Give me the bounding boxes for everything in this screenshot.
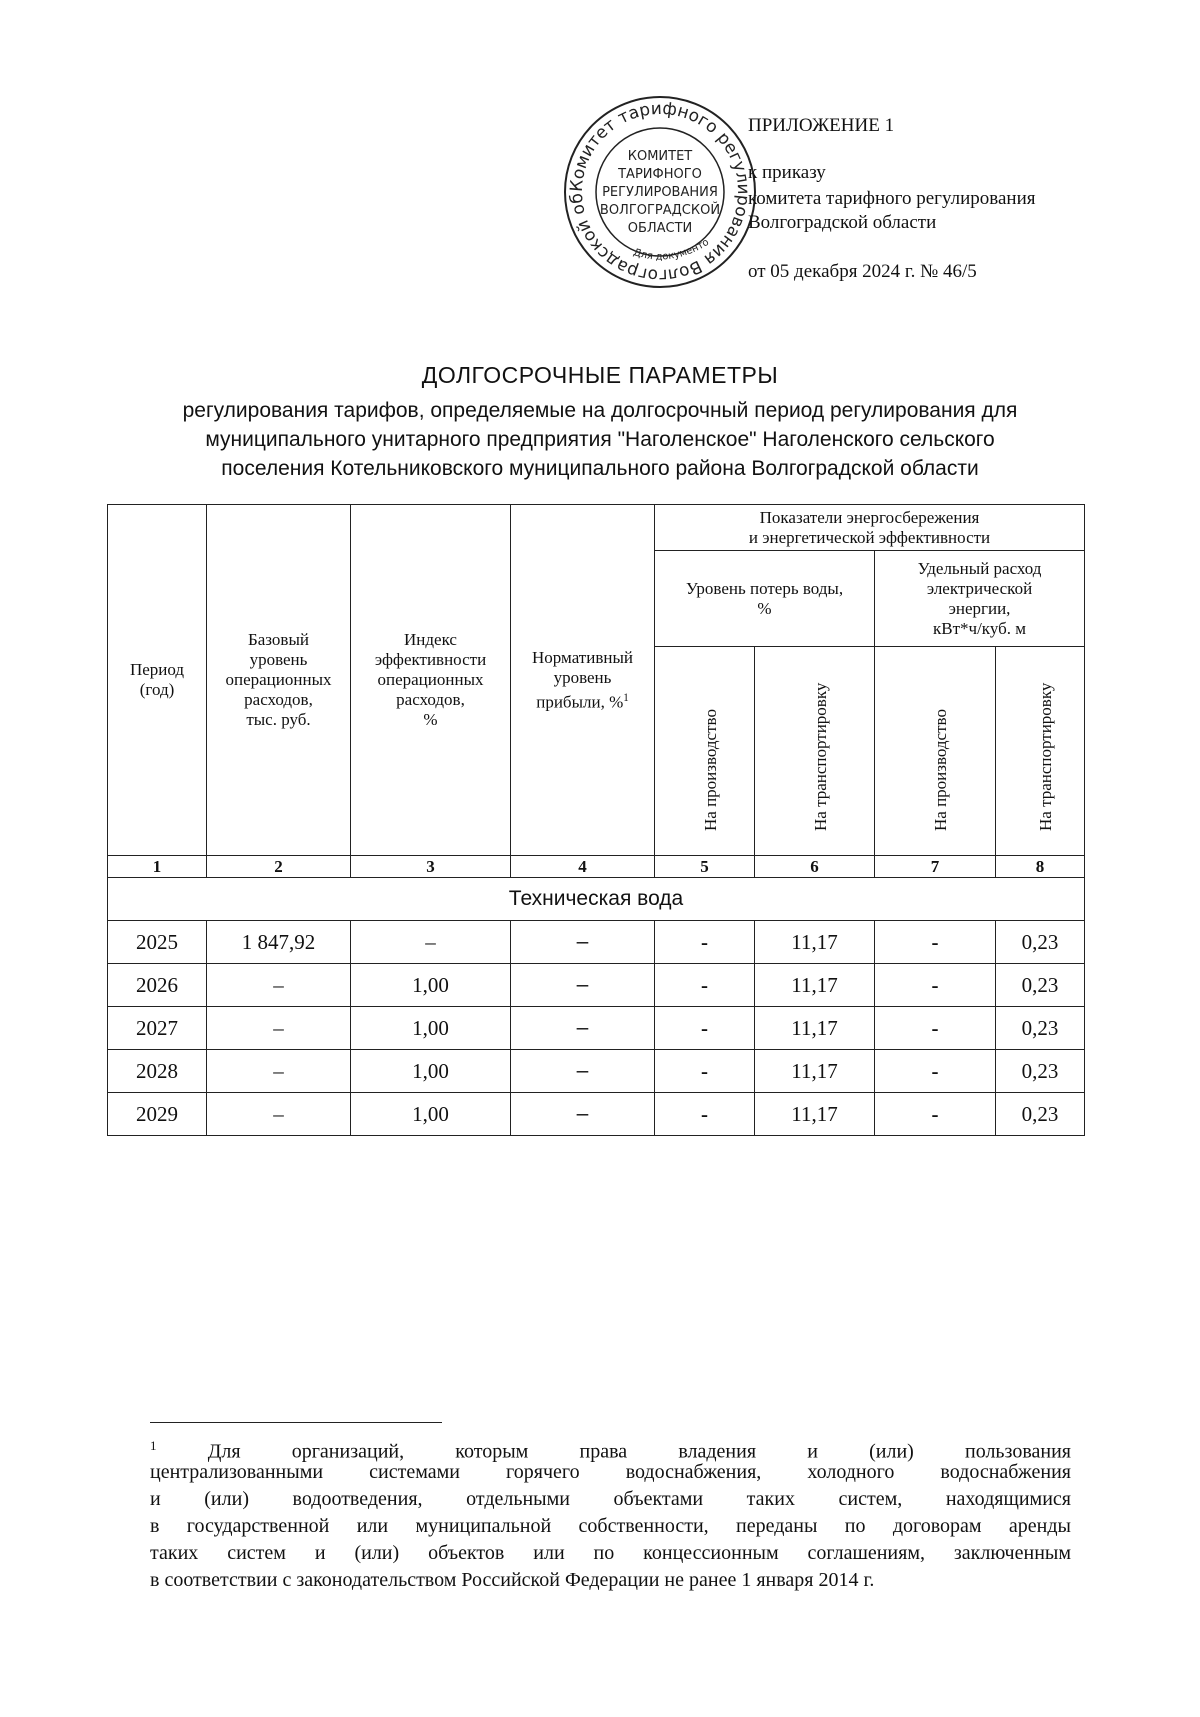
cell-loss-trans: 11,17: [755, 1050, 875, 1093]
cell-year: 2026: [108, 964, 207, 1007]
cell-profit: –: [511, 1093, 655, 1136]
column-number: 5: [655, 856, 755, 878]
footnote-line: в соответствии с законодательством Российской Федерации не ранее 1 января 2014 г.: [150, 1569, 875, 1591]
cell-index: 1,00: [351, 964, 511, 1007]
cell-loss-prod: -: [655, 921, 755, 964]
cell-el-trans: 0,23: [996, 1007, 1085, 1050]
column-numbers-row: [108, 856, 1085, 878]
section-technical-water: Техническая вода: [108, 878, 1085, 921]
table-row: [108, 964, 1085, 1007]
cell-year: 2029: [108, 1093, 207, 1136]
column-number: 1: [108, 856, 207, 878]
cell-index: –: [351, 921, 511, 964]
official-seal: [560, 92, 760, 292]
cell-el-trans: 0,23: [996, 1050, 1085, 1093]
cell-el-prod: -: [875, 1093, 996, 1136]
table-row: [108, 921, 1085, 964]
document-subtitle-line2: муниципального унитарного предприятия "Наголенское" Наголенского сельского: [205, 428, 995, 451]
cell-loss-prod: -: [655, 964, 755, 1007]
header-water-losses: Уровень потерь воды, %: [655, 551, 875, 647]
cell-profit: –: [511, 1007, 655, 1050]
annex-to-order: к приказу: [748, 162, 826, 183]
footnote-line: централизованными системами горячего водоснабжения, холодного водоснабжения: [150, 1461, 1071, 1483]
header-energy-group: Показатели энергосбережения и энергетической эффективности: [655, 505, 1085, 551]
cell-loss-trans: 11,17: [755, 921, 875, 964]
document-subtitle-line1: регулирования тарифов, определяемые на долгосрочный период регулирования для: [182, 399, 1018, 422]
header-period: Период (год): [108, 505, 207, 856]
column-number: 6: [755, 856, 875, 878]
footnote-line: в государственной или муниципальной собственности, переданы по договорам аренды: [150, 1515, 1071, 1537]
column-number: 8: [996, 856, 1085, 878]
cell-profit: –: [511, 1050, 655, 1093]
cell-el-prod: -: [875, 1007, 996, 1050]
cell-year: 2027: [108, 1007, 207, 1050]
header-loss-transport: На транспортировку: [755, 647, 875, 856]
cell-el-trans: 0,23: [996, 1093, 1085, 1136]
document-title: ДОЛГОСРОЧНЫЕ ПАРАМЕТРЫ: [421, 362, 779, 388]
table-row: [108, 1007, 1085, 1050]
cell-base: 1 847,92: [207, 921, 351, 964]
document-subtitle-line3: поселения Котельниковского муниципального района Волгоградской области: [221, 457, 979, 480]
footnote-divider: [150, 1422, 442, 1423]
footnote-line: $^1$ Для организаций, которым права владения и (или) пользования: [150, 1438, 1072, 1463]
cell-loss-trans: 11,17: [755, 1093, 875, 1136]
header-profit-level: Нормативный уровень прибыли, %$^1$: [511, 505, 655, 856]
cell-loss-trans: 11,17: [755, 1007, 875, 1050]
footnote-line: и (или) водоотведения, отдельными объектами таких систем, находящимися: [150, 1488, 1071, 1510]
seal-bottom-text: Для документо: [631, 236, 712, 263]
cell-base: –: [207, 1050, 351, 1093]
annex-committee-line1: комитета тарифного регулирования: [748, 188, 1036, 209]
annex-title: ПРИЛОЖЕНИЕ 1: [748, 115, 895, 136]
table-body: [108, 921, 1085, 1136]
cell-index: 1,00: [351, 1007, 511, 1050]
cell-el-prod: -: [875, 964, 996, 1007]
column-number: 3: [351, 856, 511, 878]
header-electricity-transport: На транспортировку: [996, 647, 1085, 856]
cell-profit: –: [511, 921, 655, 964]
header-efficiency-index: Индекс эффективности операционных расходов, %: [351, 505, 511, 856]
cell-loss-prod: -: [655, 1093, 755, 1136]
table-row: [108, 1050, 1085, 1093]
header-electricity: Удельный расход электрической энергии, кВт*ч/куб. м: [875, 551, 1085, 647]
cell-loss-prod: -: [655, 1007, 755, 1050]
header-loss-production: На производство: [655, 647, 755, 856]
cell-el-prod: -: [875, 921, 996, 964]
cell-base: –: [207, 1007, 351, 1050]
seal-center-line: ВОЛГОГРАДСКОЙ: [599, 203, 721, 218]
seal-center-line: ОБЛАСТИ: [627, 221, 693, 236]
annex-committee-line2: Волгоградской области: [748, 212, 937, 233]
column-number: 4: [511, 856, 655, 878]
parameters-table: [107, 504, 1085, 1136]
cell-el-trans: 0,23: [996, 921, 1085, 964]
cell-index: 1,00: [351, 1093, 511, 1136]
column-number: 2: [207, 856, 351, 878]
seal-center-line: РЕГУЛИРОВАНИЯ: [602, 185, 718, 200]
seal-center-line: КОМИТЕТ: [627, 149, 693, 164]
column-number: 7: [875, 856, 996, 878]
seal-graphic: [560, 92, 760, 292]
table-row: [108, 1093, 1085, 1136]
seal-center-line: ТАРИФНОГО: [618, 167, 702, 182]
cell-year: 2028: [108, 1050, 207, 1093]
cell-index: 1,00: [351, 1050, 511, 1093]
header-electricity-production: На производство: [875, 647, 996, 856]
cell-profit: –: [511, 964, 655, 1007]
annex-date-number: от 05 декабря 2024 г. № 46/5: [748, 261, 977, 282]
cell-loss-prod: -: [655, 1050, 755, 1093]
cell-year: 2025: [108, 921, 207, 964]
cell-base: –: [207, 964, 351, 1007]
cell-el-trans: 0,23: [996, 964, 1085, 1007]
footnote-line: таких систем и (или) объектов или по концессионным соглашениям, заключенным: [150, 1542, 1071, 1564]
seal-ring-text: Комитет тарифного регулирования Волгоградской об: [566, 98, 754, 286]
header-base-level: Базовый уровень операционных расходов, тыс. руб.: [207, 505, 351, 856]
cell-loss-trans: 11,17: [755, 964, 875, 1007]
cell-el-prod: -: [875, 1050, 996, 1093]
footnote-mark: 1: [623, 691, 629, 704]
cell-base: –: [207, 1093, 351, 1136]
